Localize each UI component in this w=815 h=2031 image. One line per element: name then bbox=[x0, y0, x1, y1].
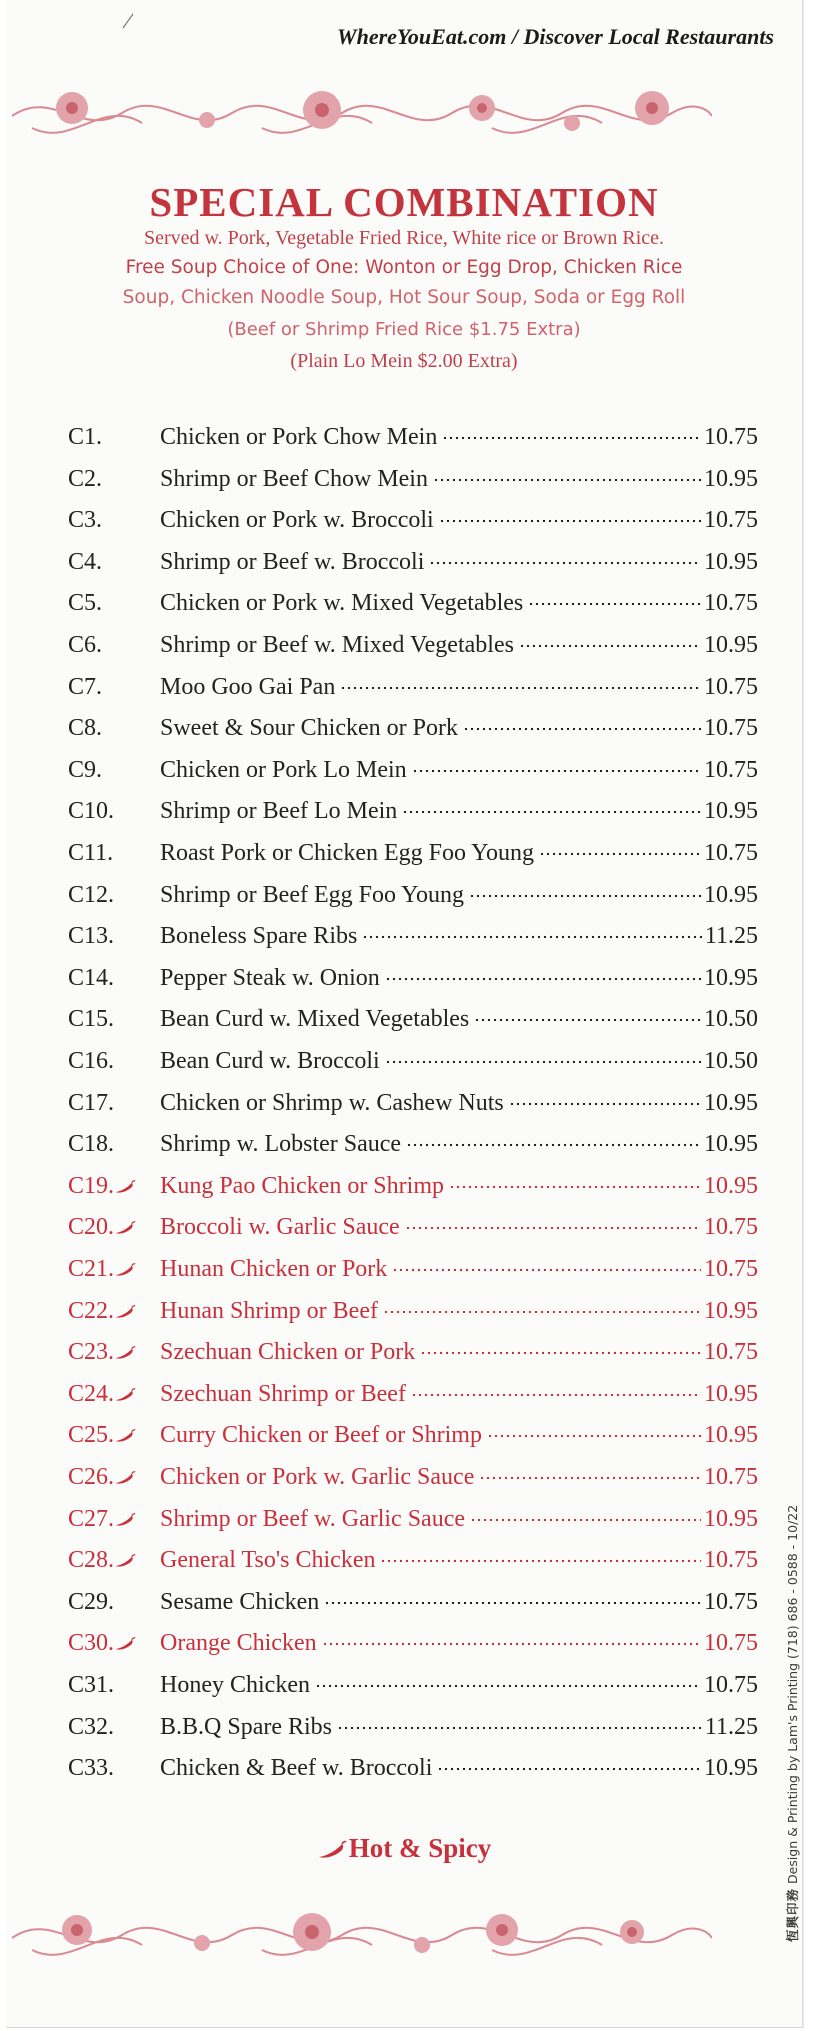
menu-item-code: C33. bbox=[68, 1755, 115, 1782]
menu-item-c23 bbox=[68, 1339, 758, 1373]
menu-item-price: 10.95 bbox=[704, 1297, 758, 1324]
menu-item-c22 bbox=[68, 1298, 758, 1332]
menu-item-price: 10.95 bbox=[704, 881, 758, 908]
menu-item-price: 10.75 bbox=[704, 1672, 758, 1698]
menu-item-c27 bbox=[68, 1506, 758, 1540]
menu-item-name: Chicken or Shrimp w. Cashew Nuts bbox=[160, 1089, 504, 1116]
menu-item-code: C19. bbox=[68, 1172, 115, 1199]
menu-item-code: C3. bbox=[68, 507, 103, 534]
menu-item-code: C28. bbox=[68, 1547, 115, 1574]
menu-item-price: 10.95 bbox=[704, 964, 758, 991]
menu-item-name: Moo Goo Gai Pan bbox=[160, 673, 336, 700]
dot-leader bbox=[385, 1060, 701, 1064]
menu-item-name: Chicken & Beef w. Broccoli bbox=[160, 1755, 433, 1782]
dot-leader bbox=[439, 519, 701, 523]
dot-leader bbox=[322, 1642, 701, 1646]
printer-credit bbox=[783, 1472, 801, 1942]
menu-item-c15 bbox=[68, 1006, 758, 1040]
menu-item-code-cell bbox=[68, 1006, 160, 1033]
menu-item-c25 bbox=[68, 1422, 758, 1456]
menu-item-price: 10.75 bbox=[704, 840, 758, 866]
menu-item-code: C14. bbox=[68, 964, 115, 991]
menu-item-name: Shrimp or Beef w. Garlic Sauce bbox=[160, 1505, 466, 1532]
menu-item-c18 bbox=[68, 1131, 758, 1165]
menu-sheet bbox=[6, 0, 803, 2028]
chili-pepper-icon bbox=[114, 1175, 140, 1193]
menu-item-code-cell bbox=[68, 632, 160, 659]
menu-item-code: C10. bbox=[68, 798, 115, 825]
chili-pepper-icon bbox=[114, 1258, 140, 1276]
menu-item-c29 bbox=[68, 1589, 758, 1623]
menu-item-c12 bbox=[68, 882, 758, 916]
menu-item-name: Chicken or Pork w. Mixed Vegetables bbox=[160, 590, 524, 617]
dot-leader bbox=[487, 1434, 701, 1438]
menu-item-price: 10.95 bbox=[704, 1422, 758, 1449]
menu-item-name: Sesame Chicken bbox=[160, 1588, 320, 1615]
menu-item-c6 bbox=[68, 632, 758, 666]
menu-item-code: C5. bbox=[68, 590, 103, 617]
menu-item-c5 bbox=[68, 590, 758, 624]
menu-item-name: Hunan Shrimp or Beef bbox=[160, 1297, 378, 1324]
dot-leader bbox=[380, 1559, 701, 1563]
menu-item-name: Curry Chicken or Beef or Shrimp bbox=[160, 1422, 482, 1449]
chili-pepper-icon bbox=[114, 1341, 140, 1359]
dot-leader bbox=[528, 602, 701, 606]
menu-item-price: 10.95 bbox=[704, 632, 758, 658]
menu-item-name: Boneless Spare Ribs bbox=[160, 923, 358, 950]
menu-item-c32 bbox=[68, 1714, 758, 1748]
menu-item-code-cell bbox=[68, 1173, 160, 1200]
chili-pepper-icon bbox=[114, 1508, 140, 1526]
menu-item-code-cell bbox=[68, 590, 160, 617]
subtitle-line-1: Served w. Pork, Vegetable Fried Rice, White rice or Brown Rice. bbox=[143, 227, 665, 249]
menu-item-name: Szechuan Chicken or Pork bbox=[160, 1339, 416, 1366]
menu-item-code-cell bbox=[68, 1048, 160, 1075]
printer-credit-chinese: 恆興印務 bbox=[785, 1887, 800, 1942]
menu-item-c9 bbox=[68, 757, 758, 791]
menu-item-price: 10.95 bbox=[704, 1755, 758, 1782]
menu-item-code-cell bbox=[68, 674, 160, 701]
menu-item-code-cell bbox=[68, 757, 160, 784]
dot-leader bbox=[429, 561, 701, 565]
menu-item-code-cell bbox=[68, 507, 160, 534]
menu-item-code-cell bbox=[68, 1214, 160, 1241]
dot-leader bbox=[474, 1018, 701, 1022]
menu-item-code-cell bbox=[68, 840, 160, 867]
menu-item-code-cell bbox=[68, 1381, 160, 1408]
menu-item-c7 bbox=[68, 674, 758, 708]
menu-item-code: C18. bbox=[68, 1131, 115, 1158]
section-title: SPECIAL COMBINATION bbox=[149, 179, 659, 225]
dot-leader bbox=[405, 1226, 701, 1230]
menu-item-price: 10.75 bbox=[704, 1256, 758, 1282]
menu-item-name: B.B.Q Spare Ribs bbox=[160, 1713, 333, 1740]
menu-item-code: C1. bbox=[68, 424, 103, 450]
dot-leader bbox=[324, 1601, 701, 1605]
menu-item-code: C13. bbox=[68, 923, 115, 950]
dot-leader bbox=[392, 1268, 701, 1272]
menu-item-code-cell bbox=[68, 1547, 160, 1574]
floral-ornament-bottom-icon bbox=[12, 1888, 712, 1978]
menu-item-name: Shrimp or Beef Lo Mein bbox=[160, 798, 398, 825]
menu-item-c17 bbox=[68, 1090, 758, 1124]
menu-item-name: Shrimp or Beef w. Broccoli bbox=[160, 548, 425, 575]
menu-item-code-cell bbox=[68, 466, 160, 493]
printer-credit-text: Design & Printing by Lam's Printing (718) 686 - 0588 - 10/22 bbox=[785, 1504, 800, 1884]
dot-leader bbox=[315, 1684, 701, 1688]
dot-leader bbox=[470, 1518, 701, 1522]
menu-item-price: 10.75 bbox=[704, 424, 758, 450]
menu-item-code: C20. bbox=[68, 1214, 115, 1241]
dot-leader bbox=[362, 935, 702, 939]
chili-pepper-icon bbox=[114, 1632, 140, 1650]
dot-leader bbox=[406, 1143, 701, 1147]
chili-pepper-icon bbox=[114, 1300, 140, 1318]
menu-item-code: C6. bbox=[68, 632, 103, 658]
dot-leader bbox=[337, 1726, 702, 1730]
menu-item-c8 bbox=[68, 715, 758, 749]
menu-item-price: 10.75 bbox=[704, 1214, 758, 1241]
menu-item-code-cell bbox=[68, 1339, 160, 1366]
site-watermark: WhereYouEat.com / Discover Local Restaurants bbox=[337, 24, 774, 49]
menu-item-code: C11. bbox=[68, 840, 114, 866]
menu-item-price: 10.75 bbox=[704, 590, 758, 617]
menu-item-price: 10.75 bbox=[704, 1547, 758, 1574]
menu-item-name: Chicken or Pork w. Garlic Sauce bbox=[160, 1464, 475, 1490]
menu-item-name: Shrimp or Beef Chow Mein bbox=[160, 465, 428, 492]
menu-item-c21 bbox=[68, 1256, 758, 1290]
chili-pepper-icon bbox=[317, 1840, 347, 1860]
menu-item-code: C16. bbox=[68, 1048, 115, 1074]
menu-item-price: 10.75 bbox=[704, 507, 758, 534]
menu-item-name: Bean Curd w. Broccoli bbox=[160, 1048, 380, 1074]
dot-leader bbox=[509, 1102, 701, 1106]
menu-item-price: 10.50 bbox=[704, 1048, 758, 1074]
menu-item-price: 10.95 bbox=[704, 798, 758, 825]
menu-item-code-cell bbox=[68, 1755, 160, 1782]
menu-item-price: 10.75 bbox=[704, 1588, 758, 1615]
menu-item-code: C27. bbox=[68, 1505, 115, 1532]
chili-pepper-icon bbox=[114, 1216, 140, 1234]
chili-pepper-icon bbox=[114, 1424, 140, 1442]
dot-leader bbox=[420, 1351, 701, 1355]
menu-item-price: 10.95 bbox=[704, 1172, 758, 1199]
menu-item-code: C29. bbox=[68, 1588, 115, 1615]
menu-item-price: 10.50 bbox=[704, 1006, 758, 1033]
menu-item-price: 10.95 bbox=[704, 548, 758, 575]
menu-item-code-cell bbox=[68, 1464, 160, 1491]
menu-item-name: Shrimp w. Lobster Sauce bbox=[160, 1131, 402, 1158]
subtitle-line-3: Soup, Chicken Noodle Soup, Hot Sour Soup, Soda or Egg Roll bbox=[122, 287, 686, 308]
subtitle-line-4: (Beef or Shrimp Fried Rice $1.75 Extra) bbox=[227, 319, 581, 340]
menu-item-code-cell bbox=[68, 715, 160, 742]
dot-leader bbox=[463, 727, 701, 731]
dot-leader bbox=[519, 644, 701, 648]
menu-item-code: C4. bbox=[68, 548, 103, 575]
chili-pepper-icon bbox=[114, 1383, 140, 1401]
menu-item-code-cell bbox=[68, 1506, 160, 1533]
dot-leader bbox=[412, 769, 701, 773]
spicy-legend bbox=[6, 1833, 802, 1864]
menu-item-code-cell bbox=[68, 1714, 160, 1741]
menu-item-code-cell bbox=[68, 1090, 160, 1117]
menu-item-code-cell bbox=[68, 1589, 160, 1616]
menu-item-c16 bbox=[68, 1048, 758, 1082]
dot-leader bbox=[442, 436, 701, 440]
menu-item-code: C30. bbox=[68, 1630, 115, 1657]
menu-item-price: 10.75 bbox=[704, 1464, 758, 1490]
menu-item-code-cell bbox=[68, 1131, 160, 1158]
menu-item-code: C32. bbox=[68, 1713, 115, 1740]
menu-item-name: Sweet & Sour Chicken or Pork bbox=[160, 715, 458, 742]
menu-item-code-cell bbox=[68, 1298, 160, 1325]
menu-item-c4 bbox=[68, 549, 758, 583]
menu-item-c19 bbox=[68, 1173, 758, 1207]
menu-item-price: 10.75 bbox=[704, 756, 758, 783]
dot-leader bbox=[433, 478, 701, 482]
chili-pepper-icon bbox=[114, 1466, 140, 1484]
menu-item-c10 bbox=[68, 798, 758, 832]
menu-item-code: C25. bbox=[68, 1422, 115, 1449]
dot-leader bbox=[340, 686, 701, 690]
menu-item-name: Roast Pork or Chicken Egg Foo Young bbox=[160, 840, 535, 866]
menu-item-name: General Tso's Chicken bbox=[160, 1547, 376, 1574]
menu-item-name: Chicken or Pork Lo Mein bbox=[160, 756, 407, 783]
menu-item-price: 10.75 bbox=[704, 715, 758, 742]
dot-leader bbox=[479, 1476, 701, 1480]
menu-item-name: Shrimp or Beef w. Mixed Vegetables bbox=[160, 632, 514, 658]
menu-item-price: 11.25 bbox=[704, 923, 758, 950]
menu-item-code: C22. bbox=[68, 1297, 115, 1324]
dot-leader bbox=[402, 810, 701, 814]
menu-item-code-cell bbox=[68, 549, 160, 576]
menu-item-price: 10.75 bbox=[704, 673, 758, 700]
dot-leader bbox=[385, 977, 701, 981]
menu-item-c1 bbox=[68, 424, 758, 458]
menu-item-c31 bbox=[68, 1672, 758, 1706]
menu-item-code: C8. bbox=[68, 715, 103, 742]
menu-item-price: 10.75 bbox=[704, 1630, 758, 1657]
menu-item-name: Chicken or Pork w. Broccoli bbox=[160, 507, 434, 534]
menu-item-code-cell bbox=[68, 965, 160, 992]
menu-item-name: Szechuan Shrimp or Beef bbox=[160, 1380, 406, 1407]
subtitle-line-2: Free Soup Choice of One: Wonton or Egg Drop, Chicken Rice bbox=[125, 257, 683, 278]
menu-item-price: 11.25 bbox=[704, 1713, 758, 1740]
spicy-legend-label: Hot & Spicy bbox=[348, 1833, 492, 1863]
menu-item-c2 bbox=[68, 466, 758, 500]
menu-item-code: C15. bbox=[68, 1006, 115, 1033]
menu-item-c33 bbox=[68, 1755, 758, 1789]
menu-item-code-cell bbox=[68, 923, 160, 950]
menu-item-code: C17. bbox=[68, 1089, 115, 1116]
menu-item-name: Shrimp or Beef Egg Foo Young bbox=[160, 881, 465, 908]
menu-item-code: C12. bbox=[68, 881, 115, 908]
chili-pepper-icon bbox=[114, 1549, 140, 1567]
menu-item-code-cell bbox=[68, 1630, 160, 1657]
menu-item-name: Bean Curd w. Mixed Vegetables bbox=[160, 1006, 470, 1033]
menu-item-code: C21. bbox=[68, 1256, 115, 1282]
menu-item-code-cell bbox=[68, 1256, 160, 1283]
menu-item-c14 bbox=[68, 965, 758, 999]
dot-leader bbox=[437, 1767, 701, 1771]
menu-item-code: C9. bbox=[68, 756, 103, 783]
menu-item-code: C24. bbox=[68, 1380, 115, 1407]
menu-item-code: C31. bbox=[68, 1672, 115, 1698]
menu-item-price: 10.95 bbox=[704, 1505, 758, 1532]
menu-item-code: C2. bbox=[68, 465, 103, 492]
subtitle-line-5: (Plain Lo Mein $2.00 Extra) bbox=[290, 350, 518, 372]
menu-item-c24 bbox=[68, 1381, 758, 1415]
dot-leader bbox=[539, 852, 701, 856]
menu-item-price: 10.95 bbox=[704, 1131, 758, 1158]
menu-item-name: Hunan Chicken or Pork bbox=[160, 1256, 388, 1282]
menu-item-code-cell bbox=[68, 1672, 160, 1699]
menu-item-price: 10.75 bbox=[704, 1339, 758, 1366]
menu-item-name: Kung Pao Chicken or Shrimp bbox=[160, 1172, 444, 1199]
menu-item-code-cell bbox=[68, 798, 160, 825]
menu-item-c28 bbox=[68, 1547, 758, 1581]
menu-item-code-cell bbox=[68, 424, 160, 451]
menu-item-name: Chicken or Pork Chow Mein bbox=[160, 424, 438, 450]
menu-item-code-cell bbox=[68, 882, 160, 909]
menu-item-c3 bbox=[68, 507, 758, 541]
menu-item-name: Broccoli w. Garlic Sauce bbox=[160, 1214, 400, 1241]
dot-leader bbox=[449, 1185, 701, 1189]
menu-item-code: C26. bbox=[68, 1464, 115, 1490]
menu-item-name: Pepper Steak w. Onion bbox=[160, 964, 380, 991]
menu-list bbox=[6, 0, 802, 2031]
menu-item-c20 bbox=[68, 1214, 758, 1248]
menu-item-name: Honey Chicken bbox=[160, 1672, 310, 1698]
menu-item-price: 10.95 bbox=[704, 1089, 758, 1116]
menu-item-c30 bbox=[68, 1630, 758, 1664]
menu-item-price: 10.95 bbox=[704, 1380, 758, 1407]
menu-item-code: C23. bbox=[68, 1339, 115, 1366]
menu-item-c11 bbox=[68, 840, 758, 874]
menu-item-name: Orange Chicken bbox=[160, 1630, 317, 1657]
menu-item-code-cell bbox=[68, 1422, 160, 1449]
menu-item-c13 bbox=[68, 923, 758, 957]
dot-leader bbox=[411, 1393, 701, 1397]
menu-item-code: C7. bbox=[68, 673, 103, 700]
dot-leader bbox=[469, 894, 701, 898]
dot-leader bbox=[383, 1310, 701, 1314]
menu-item-price: 10.95 bbox=[704, 465, 758, 492]
menu-item-c26 bbox=[68, 1464, 758, 1498]
